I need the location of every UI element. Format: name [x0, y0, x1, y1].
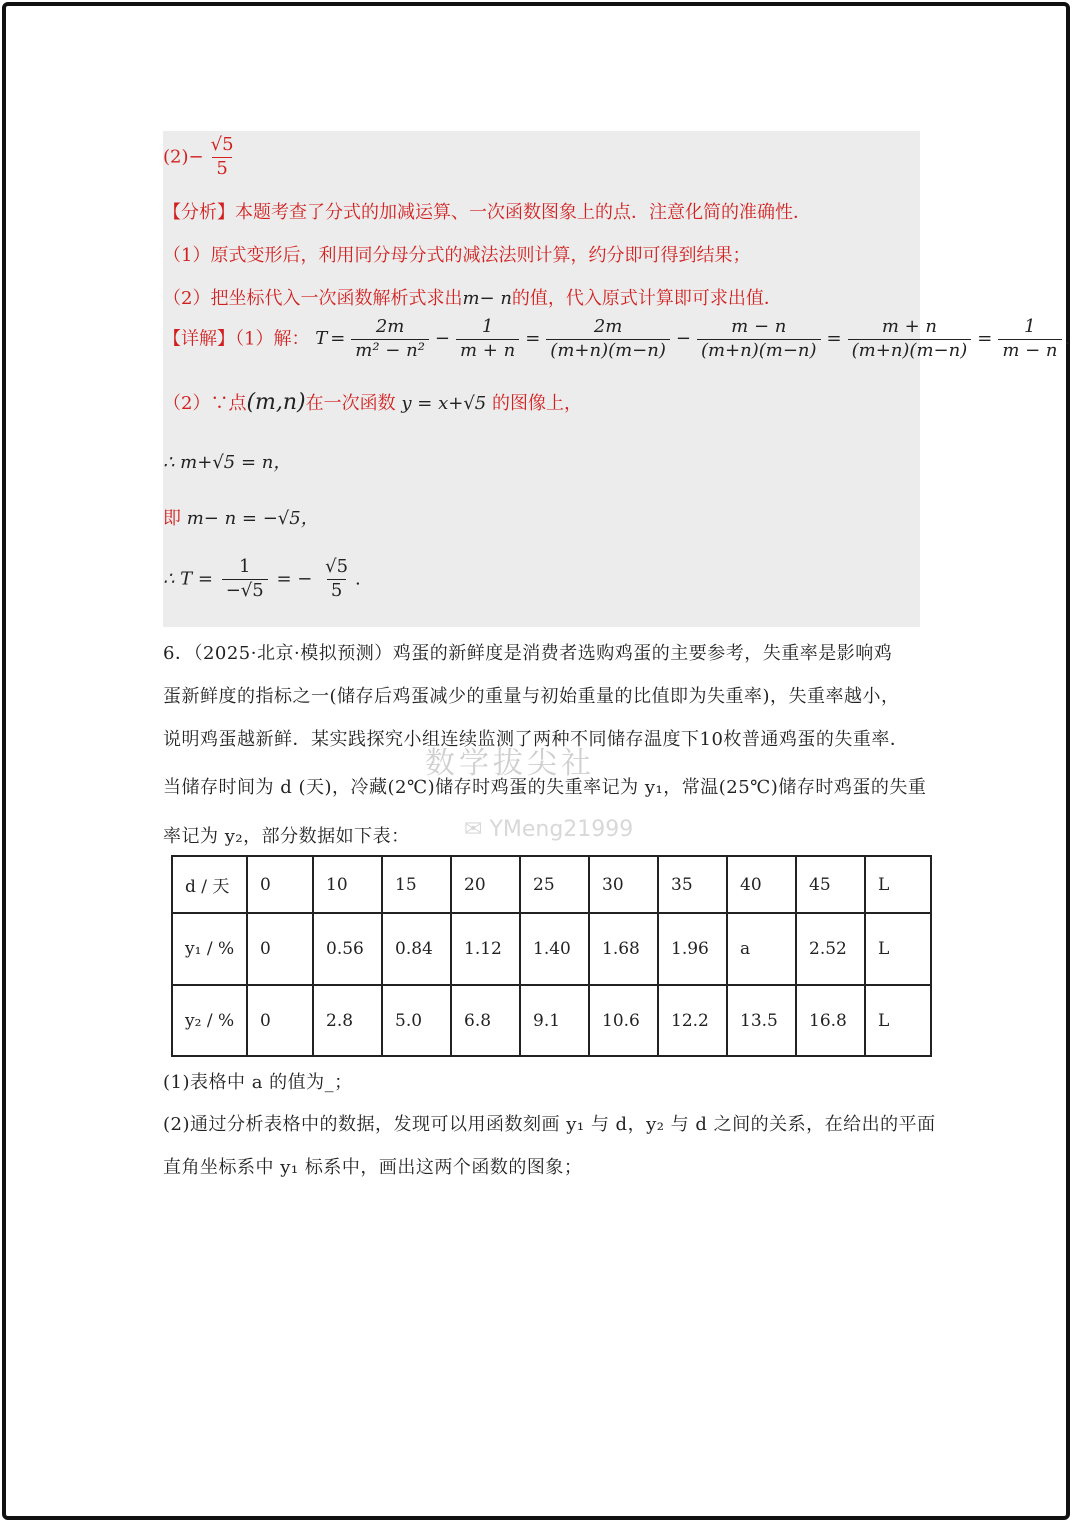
step-b: 即 m− n = −√5， — [163, 508, 319, 529]
question-line-3: 说明鸡蛋越新鲜．某实践探究小组连续监测了两种不同储存温度下10枚普通鸡蛋的失重率． — [163, 729, 909, 750]
sqrt5-over-5: $\frac{√5}{5}$ — [210, 134, 234, 179]
wechat-icon: ✉ — [464, 817, 483, 842]
linear-function: y = x+√5 — [401, 393, 487, 414]
analysis-line-1: （1）原式变形后，利用同分母分式的减法法则计算，约分即可得到结果； — [163, 245, 751, 266]
subquestion-2-line-2: 直角坐标系中 y₁ 标系中，画出这两个函数的图象； — [163, 1157, 583, 1178]
question-line-5: 率记为 y₂，部分数据如下表： — [163, 826, 410, 847]
frac-sqrt5-over-5: $\frac{√5}{5}$ — [325, 556, 349, 601]
analysis-tag: 【分析】 — [163, 202, 235, 223]
point-mn: (m,n) — [246, 390, 306, 415]
minus-sign: − — [188, 146, 204, 168]
watermark-handle: ✉ YMeng21999 — [464, 817, 634, 842]
subquestion-2-line-1: (2)通过分析表格中的数据，发现可以用函数刻画 y₁ 与 d，y₂ 与 d 之间的关系，在给出的平面 — [163, 1114, 936, 1135]
detail-line-2: （2）∵点(m,n)在一次函数 y = x+√5 的图像上， — [163, 390, 582, 415]
frac-6: $\frac{1}{m - n}$ — [998, 318, 1061, 361]
frac-2: $\frac{1}{m + n}$ — [456, 318, 519, 361]
detail-line-1: 【详解】（1）解： T = $\frac{2m}{\text{m² − n²}}$ − $\frac{1}{m + n}$ = $\frac{2m}{(m+n)(m-n)}$ − $\frac{m - n}{(m+n)(m-n)}$ = $\frac{m + n}{(m+n)(m-n)}$ = $\frac{1}{m - n}$ . — [163, 316, 1071, 361]
table-row: y₁ / % 0 0.56 0.84 1.12 1.40 1.68 1.96 a 2.52 L — [172, 913, 931, 985]
subquestion-1: (1)表格中 a 的值为_； — [163, 1072, 353, 1093]
step-a: ∴ m+√5 = n， — [163, 452, 292, 473]
frac-5: $\frac{m + n}{(m+n)(m-n)}$ — [848, 318, 972, 361]
analysis-line-2: （2）把坐标代入一次函数解析式求出m− n的值，代入原式计算即可求出值． — [163, 288, 782, 309]
question-line-2: 蛋新鲜度的指标之一(储存后鸡蛋减少的重量与初始重量的比值即为失重率)，失重率越小， — [163, 686, 900, 707]
frac-1-over-neg-sqrt5: $\frac{1}{-√5}$ — [222, 558, 268, 601]
analysis-text: 本题考查了分式的加减运算、一次函数图象上的点．注意化简的准确性． — [235, 202, 811, 223]
table-row: y₂ / % 0 2.8 5.0 6.8 9.1 10.6 12.2 13.5 16.8 L — [172, 985, 931, 1056]
question-line-1: 6．（2025·北京·模拟预测）鸡蛋的新鲜度是消费者选购鸡蛋的主要参考，失重率是影响鸡 — [163, 643, 893, 664]
expr-m-minus-n: m− n — [462, 288, 512, 309]
frac-3: $\frac{2m}{(m+n)(m-n)}$ — [546, 318, 670, 361]
step-c: ∴ T = $\frac{1}{-√5}$ = − $\frac{√5}{5}$ . — [163, 556, 361, 601]
part2-label: (2) — [163, 146, 189, 168]
detail-tag: 【详解】 — [163, 328, 235, 350]
data-table — [171, 855, 932, 1057]
analysis-line — [163, 198, 811, 224]
part2-answer — [163, 136, 241, 179]
question-line-4: 当储存时间为 d (天)，冷藏(2℃)储存时鸡蛋的失重率记为 y₁，常温(25℃)储存时鸡蛋的失重 — [163, 777, 927, 798]
frac-4: $\frac{m - n}{(m+n)(m-n)}$ — [697, 318, 821, 361]
frac-1: $\frac{2m}{\text{m² − n²}}$ — [351, 318, 429, 361]
table-row: d / 天 0 10 15 20 25 30 35 40 45 L — [172, 856, 931, 913]
watermark-text: 数学拔尖社 — [425, 746, 595, 781]
